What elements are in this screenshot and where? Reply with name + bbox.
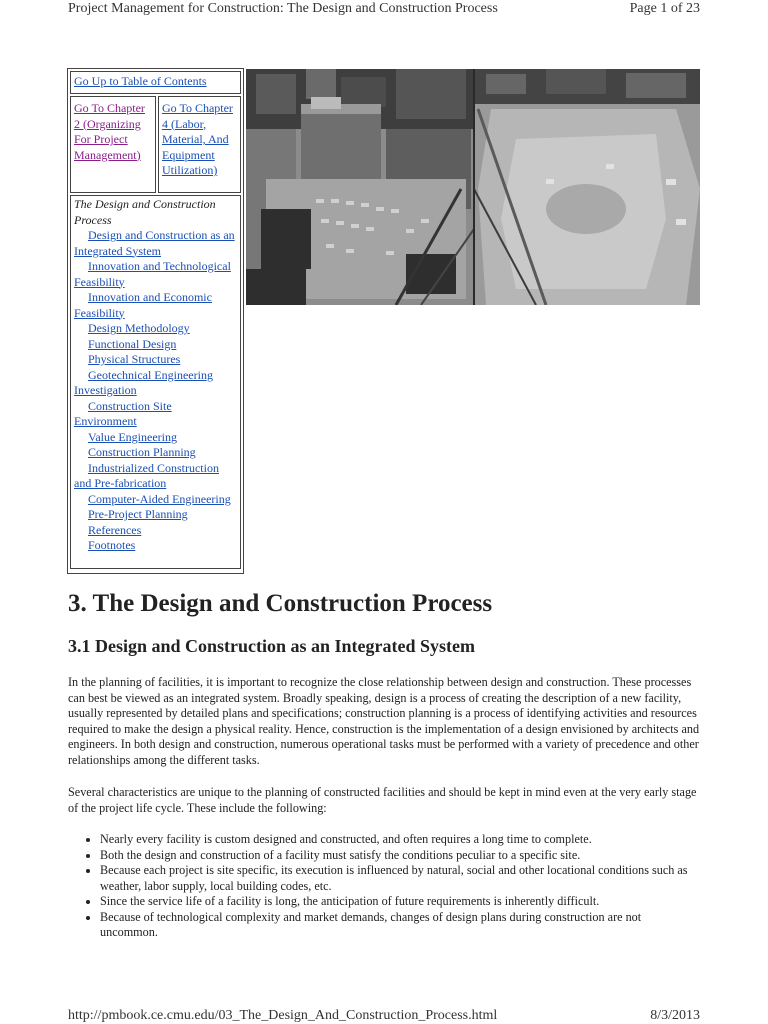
characteristics-list (68, 832, 700, 941)
nav-item-design-methodology[interactable]: Design Methodology (88, 321, 190, 335)
footer-date: 8/3/2013 (650, 1008, 700, 1023)
list-item: • Both the design and construction of a facility must satisfy the conditions peculiar to a specific site. (100, 848, 700, 864)
chapter-links-row (70, 96, 241, 193)
page-footer (68, 1004, 700, 1024)
aerial-photo-image (246, 69, 700, 305)
section-heading: 3.1 Design and Construction as an Integrated System (68, 636, 476, 656)
nav-item-construction-planning[interactable]: Construction Planning (88, 445, 196, 459)
nav-item-industrialized-construction[interactable]: Industrialized Construction and Pre-fabrication (74, 460, 219, 490)
toc-link[interactable]: Go Up to Table of Contents (74, 74, 207, 88)
nav-item-value-engineering[interactable]: Value Engineering (88, 429, 177, 444)
nav-item-integrated-system[interactable]: Design and Construction as an Integrated System (74, 228, 235, 258)
next-chapter-link[interactable]: Go To Chapter 4 (Labor, Material, And Equipment Utilization) (162, 101, 233, 177)
toc-cell (70, 71, 241, 94)
construction-site-photo (246, 69, 700, 305)
header-title: Project Management for Construction: The Design and Construction Process (68, 1, 498, 16)
list-item: • Because of technological complexity and market demands, changes of design plans during construction are not uncommon. (100, 910, 700, 941)
nav-item-site-environment[interactable]: Construction Site Environment (74, 398, 172, 428)
nav-item-footnotes[interactable]: Footnotes (88, 538, 136, 552)
chapter-heading: 3. The Design and Construction Process (68, 590, 493, 617)
nav-item-geotechnical-investigation[interactable]: Geotechnical Engineering Investigation (74, 367, 213, 397)
intro-paragraph: In the planning of facilities, it is important to recognize the close relationship between design and construction. These processes can best be viewed as an integrated system. Broadly speaking, design is a process of creating the description of a new facility, usually represented by detailed plans and specifications; construction planning is a process of identifying activities and resources required to make the design a physical reality. Hence, construction is the implementation of a design envisioned by architects and engineers. In both design and construction, numerous operational tasks must be performed with a variety of precedence and other relationships among the different tasks. (68, 675, 700, 767)
nav-item-functional-design[interactable]: Functional Design (88, 336, 177, 351)
list-item: • Because each project is site specific, its execution is influenced by natural, social and other locational conditions such as weather, labor supply, local building codes, etc. (100, 863, 700, 894)
nav-item-technological-feasibility[interactable]: Innovation and Technological Feasibility (74, 259, 231, 289)
nav-item-economic-feasibility[interactable]: Innovation and Economic Feasibility (74, 290, 212, 320)
characteristics-paragraph: Several characteristics are unique to the planning of constructed facilities and should be kept in mind even at the very early stage of the project life cycle. These include the following: (68, 785, 697, 815)
list-item: • Since the service life of a facility is long, the anticipation of future requirements is inherently difficult. (100, 894, 700, 910)
page-header (68, 0, 700, 21)
prev-chapter-link[interactable]: Go To Chapter 2 (Organizing For Project Management) (74, 101, 145, 162)
section-title: The Design and Construction Process (74, 197, 216, 227)
nav-item-computer-aided-engineering[interactable]: Computer-Aided Engineering (88, 491, 231, 506)
page-number: Page 1 of 23 (629, 1, 700, 16)
section-list-cell (70, 195, 241, 569)
nav-item-physical-structures[interactable]: Physical Structures (88, 352, 181, 366)
navigation-table (67, 68, 244, 574)
list-item: • Nearly every facility is custom designed and constructed, and often requires a long time to complete. (100, 832, 700, 848)
prev-chapter-cell (70, 96, 156, 193)
nav-item-pre-project-planning[interactable]: Pre-Project Planning (88, 507, 188, 521)
footer-url: http://pmbook.ce.cmu.edu/03_The_Design_And_Construction_Process.html (68, 1008, 498, 1023)
next-chapter-cell (158, 96, 241, 193)
nav-item-references[interactable]: References (88, 522, 142, 537)
